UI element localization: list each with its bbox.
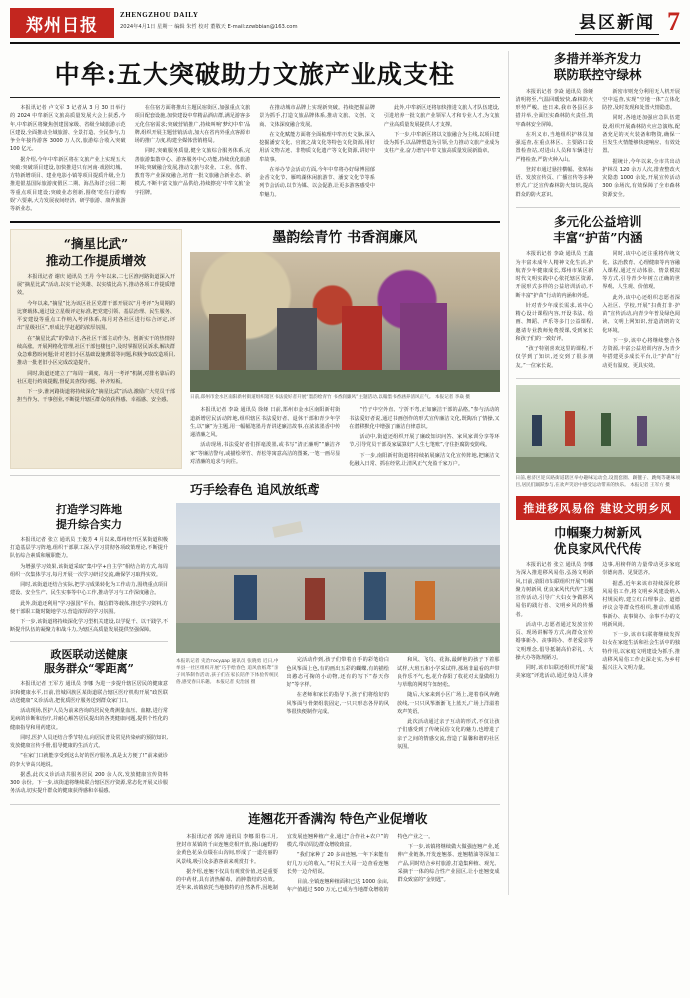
zhengyi-title-line1: 政医联动送健康 (50, 647, 128, 661)
paragraph: 此外,该中心还组织志愿者深入社区、学校,开展“扫黄打非·护苗”宣传活动,向青少年普及绿色阅读、文明上网知识,营造清朗的文化环境。 (602, 294, 680, 334)
paragraph: “竹子中空外直、宁折不弯,正如廉洁干部的品格。”参与活动的书法爱好者说,通过书画创作的形式宣传廉洁文化,既陶冶了情操,又在潜移默化中增强了廉洁自律意识。 (349, 407, 500, 430)
moyun-photo-caption: 日前,郑州市金水区南阳新村街道组织辖区书法爱好者开展“墨韵绘青竹 书香润廉风”主题活动,以翰墨书香涵养清风正气。 本报记者 李焱 摄 (190, 395, 470, 401)
paragraph: 本报讯记者 张立 通讯员 王俊芳 4 月以来,郑州经开区某街道积极打造基层学习阵地,组织干部职工深入学习贯彻各项政策理论,不断提升队伍综合素质和履职能力。 (10, 536, 168, 560)
fengzheng-photo-caption: 本报讯记者 史治государ 通讯员 张晓勇 近日,中牟县一社区组织开展“巧手绘春色 追风放纸鸢”亲子风筝制作活动,孩子们在家长陪伴下体验传统民俗,感受春日乐趣。 本报记者 史治国 摄 (176, 659, 279, 685)
paragraph: 活动现场,书法爱好者们挥毫泼墨,或书写“清正廉明”“廉洁齐家”等廉洁警句,或描绘翠竹、青松等寓意高洁的图案,一笔一画尽显对清廉的追求与向往。 (190, 442, 341, 465)
right-story3-title-line2: 优良家风代代传 (554, 540, 642, 556)
paragraph: 同时,各地还加强应急队伍建设,组织开展森林防火应急演练,配备充足的灭火装备和物资,确保一旦发生火情能够快速响应、有效处置。 (602, 115, 680, 155)
page-columns (10, 51, 680, 895)
story-moyun (190, 229, 500, 469)
paragraph: 下一步,该中心将继续整合各方资源,丰富公益培训内容,为青少年搭建更多成长平台,让“护苗”行动更有温度、更具实效。 (602, 337, 680, 369)
masthead-right (575, 8, 680, 35)
paragraph: 和风、飞鸟、花海,最鲜艳的孩子下着那试样,大班五和小学采试样,那场非最看的声带良作乐不气,也,花介春阳了枚花对太量做组力与草歌的网时午知轻松。 (397, 657, 500, 689)
paragraph: 登封市通过悬挂横幅、张贴标语、发放宣传页、广播宣传等多种形式,广泛宣传森林防火知识,提高群众的防火意识。 (515, 166, 594, 198)
lead-col-2 (135, 104, 251, 215)
newspaper-logo-en: ZHENGZHOU DAILY (120, 11, 199, 19)
divider (10, 641, 168, 642)
middle-block (10, 229, 500, 469)
divider (10, 804, 500, 805)
paragraph: 在推动城市品牌上实现新突破。持续把握品牌景为抓手,打造文旅品牌体系,推动文旅、文创、文商、文体深度融合发展。 (259, 105, 375, 128)
paragraph: “我们家种了 20 多亩连翘,一年下来能有好几万元的收入。”村民王大哥一边查看连翘长势一边介绍说。 (286, 852, 389, 875)
right-story1-title-line2: 联防联控守绿林 (554, 67, 642, 83)
fengzheng-text-cols (176, 656, 500, 753)
paragraph: 随后,大家来到小区广场上,迎着春风奔跑放线,一只只风筝渐渐飞上蓝天,广场上洋溢着欢声笑语。 (397, 692, 500, 715)
paragraph: 下一步,中牟新区将以文旅融合为主线,以项目建设为抓手,以品牌塑造为引领,全力推动文旅产业成为支柱产业,奋力谱写中牟文旅高质量发展新篇章。 (383, 131, 500, 155)
paragraph: 针对青少年成长需求,该中心精心设计课程内容,开设书法、绘画、舞蹈、声乐等多门公益课程,邀请专业教师免费授课,受到家长和孩子们的一致好评。 (515, 302, 594, 342)
paragraph: 本报讯记者 卢文军 3 记者从 3 月 30 日举行的 2024 中牟新区文旅高质量发展大会上获悉,今年,中牟新区将聚焦创建国家级、省级全域旅游示范区建设,全面推动全域旅游、全景打造、全民参与,力争全年接待游客 3000 万人次,旅游综合收入突破 100 亿元。 (10, 105, 126, 153)
feature-zhaixing (10, 229, 182, 469)
paragraph: 同时,突破服务质量,健全文旅综合服务体系,完善旅游集散中心、游客服务中心功能,持续优化旅游环境;突破融合发展,推动文旅与农业、工业、体育、教育等产业深度融合,培育一批文旅融合新业态、新模式,不断丰富文旅产品供给,持续擦亮‘中牟文旅’金字招牌。 (134, 148, 251, 196)
paragraph: 同时,街道还建立了“每周一调度、每月一考评”机制,对排名靠后的社区进行约谈提醒,督促其查找问题、补齐短板。 (17, 370, 175, 385)
paragraph: 本报讯记者 张立 通讯员 李娜 为深入推进移风易俗,弘扬文明新风,日前,荥阳市妇联组织开展“巾帼聚力树新风 优良家风代代传”主题宣传活动,引导广大妇女争做移风易俗的践行者、文明乡风的传播者。 (515, 562, 594, 618)
paragraph: 为增强学习效果,该街道采取“集中学+自主学”相结合的方式,每周组织一次集体学习,每月开展一次学习研讨交流,确保学习取得实效。 (10, 563, 168, 578)
divider (516, 378, 680, 379)
lead-col-3 (259, 104, 375, 215)
moyun-title: 墨韵绘青竹 书香润廉风 (272, 230, 418, 247)
paragraph: 同时,该中心还注重将传统文化、法治教育、心理健康等内容融入课程,通过互动体验、情景模拟等方式,引导青少年树立正确的世界观、人生观、价值观。 (602, 251, 680, 291)
paragraph: 活动中,志愿者通过发放宣传页、现场讲解等方式,向群众宣传婚事新办、丧事简办、孝老爱亲等文明理念,倡导抵制高价彩礼、大操大办等陈规陋习。 (515, 621, 594, 661)
moyun-body (190, 406, 500, 469)
fengzheng-col-2 (287, 656, 390, 753)
paragraph: “孩子特别喜欢这里的课程,不仅学到了知识,还交到了很多朋友。”一位家长说。 (515, 346, 594, 369)
moyun-photo (190, 252, 500, 392)
paragraph: 目前,全镇连翘种植面积已达 1000 余亩,年产值超过 500 万元,已成为当地群众增收的特色产业之一。 (286, 833, 434, 894)
right-story2-title-line2: 丰富“护苗”内涵 (553, 230, 643, 245)
main-column (10, 51, 500, 895)
paragraph: “在家门口就能享受到这么好的医疗服务,真是太方便了!”前来就诊的李大爷高兴地说。 (10, 753, 168, 768)
paragraph: 本报讯记者 王军方 通讯员 李娜 为进一步提升辖区居民的健康意识和健康水平,日前,管城回族区某街道联合辖区医疗机构开展“政医联动送健康”义诊活动,把优质医疗服务送到群众家门口。 (10, 681, 168, 704)
paragraph: 据统计,今年以来,全市共出动护林员 120 余万人次,排查整改火灾隐患 1000 余处,开展宣传活动 300 余场次,有效保障了全市森林资源安全。 (602, 158, 680, 198)
zhengyi-title-line2: 服务群众“零距离” (44, 661, 134, 675)
fengzheng-photo (176, 503, 500, 653)
paragraph: 此外,街道还利用“学习强国”平台、微信群等载体,推送学习资料,方便干部职工随时随地学习,营造浓厚的学习氛围。 (10, 600, 168, 615)
paragraph: 据悉,近年来该市持续深化移风易俗工作,将文明乡风建设纳入村规民约,建立红白理事会、道德评议会等群众性组织,推动形成婚事新办、丧事简办、余事不办的文明新风尚。 (602, 580, 680, 628)
paragraph: 同时,医护人员还结合季节特点,向居民普及常见传染病的预防知识,发放健康宣传手册,倡导健康的生活方式。 (10, 734, 168, 750)
masthead (10, 8, 680, 44)
lead-article (10, 104, 500, 215)
paragraph: 下一步,该镇将继续做大做强连翘产业,延伸产业链条,开发连翘茶、连翘精油等深加工产品,同时结合乡村旅游,打造集种植、观光、采摘于一体的综合性产业园区,让小连翘变成群众致富的“金钥匙”。 (397, 844, 500, 884)
paragraph: 本报讯记者 李焱 通讯员 王鑫 为丰富未成年人精神文化生活,护航青少年健康成长,郑州市某区新时代文明实践中心依托辖区资源,开展形式多样的公益培训活动,不断丰富“护苗”行动的内涵和外延。 (515, 251, 594, 299)
paragraph: 活动现场,医护人员为前来咨询的居民免费测量血压、血糖,进行常见病的诊断和治疗,并耐心解答居民提出的各类健康问题,提供个性化的健康指导和用药建议。 (10, 708, 168, 731)
paragraph: 完活动作到,孩子们带着自手的彩笔给白色风筝面上色,有的画出五彩的蝴蝶,有的描绘出憨态可掬的小动物,还有的写下“春天你好”等字样。 (286, 657, 389, 689)
masthead-meta (120, 8, 298, 31)
right-story1-body (516, 88, 680, 201)
paragraph: 在老师和家长的指导下,孩子们将绘好的风筝面与骨架组装固定,一只只形态各异的风筝很快便制作完成。 (286, 692, 389, 715)
paragraph: 今年以来,“摘星”比为该区社区党群干部开展以“月考评”为周期的比赛载体,通过设立星级评定标准,把党建引领、基层治理、民生服务、平安建设等重点工作纳入考评体系,每月对各社区进行综合评定,评出“星级社区”,形成比学赶超的浓厚氛围。 (17, 300, 175, 332)
paragraph: 活动中,街道还组织开展了廉政知识问答、家风家训分享等环节,引导党员干部及家属算好“人生七笔账”,守住拒腐防变防线。 (349, 434, 500, 449)
right-story3-body (516, 561, 680, 681)
fengzheng-title: 巧手绘春色 追风放纸鸢 (190, 482, 320, 498)
paragraph: 下一步,南阳新村街道将持续拓展廉洁文化宣传阵地,把廉洁文化融入日常、抓在经常,让清风正气充盈千家万户。 (349, 452, 500, 467)
story-lianqiao (176, 811, 500, 895)
paragraph: 此外,中牟新区还将加快推进文旅人才队伍建设,引进培养一批文旅产业领军人才和专业人才,为文旅产业高质量发展提供人才支撑。 (383, 105, 500, 128)
paragraph: 在巩义市,当地组织护林员加强巡查,在重点林区、主要路口设置检查站,对进山人员和车辆进行严格检查,严防火种入山。 (515, 131, 594, 163)
divider (10, 221, 500, 223)
redband-banner: 推进移风易俗 建设文明乡风 (516, 496, 680, 520)
paragraph: 在举办节会活动方面,今年中牟将办好绿博园郁金香文化节、雁鸣湖休闲旅游节、潘安文化节等系列节会活动,以节为媒、以会促游,让更多游客感受中牟魅力。 (259, 166, 375, 198)
right-photo (516, 385, 680, 473)
lead-col-4 (384, 104, 500, 215)
paragraph: 在“摘星比武”的带动下,各社区干部主动作为、创新实干的热情持续高涨。开展网格化管理,社区干部包楼包户,及时掌握居民诉求,解决群众急难愁盼问题;针对老旧小区基础设施薄弱等问题,积极争取改造项目,推动一批老旧小区完成改造提升。 (17, 335, 175, 367)
story-fengzheng (10, 482, 500, 797)
zhaixing-body (17, 273, 175, 405)
section-title: 县区新闻 (575, 8, 659, 35)
paragraph: 据悉,此次义诊活动共服务居民 200 余人次,发放健康宣传资料 300 余份。下一步,该街道将继续联合辖区医疗资源,常态化开展义诊服务活动,切实提升群众的健康获得感和幸福感。 (10, 771, 168, 795)
paragraph: 下一步,该街道将持续深化学习型机关建设,以学促干、以干践学,不断提升队伍的凝聚力和战斗力,为辖区高质量发展提供坚强保障。 (10, 619, 168, 634)
fengzheng-col-3 (397, 656, 500, 753)
paragraph: 同时,该街道还结合实际,把学习成果转化为工作动力,围绕重点项目建设、安全生产、民生实事等中心工作,推动学习与工作深度融合。 (10, 582, 168, 597)
xuexi-body (10, 536, 168, 635)
masthead-left (10, 8, 298, 38)
paragraph: 在文化赋能方面将全面梳理中牟历史文脉,深入挖掘潘安文化、官渡之战文化等特色文化资源,用好用活文物古迹、非物质文化遗产等文化资源,讲好中牟故事。 (259, 131, 375, 163)
right-column (508, 51, 680, 895)
newspaper-logo: 郑州日报 (10, 8, 114, 38)
right-photo-caption: 日前,惠济区迎宾路街道辖区举办趣味运动会,设置套圈、踢毽子、跳绳等趣味项目,居民们踊跃参与,在欢声笑语中感受运动带来的快乐。 本报记者 王军方 摄 (515, 475, 680, 488)
zhaixing-title-line1: “摘星比武” (63, 236, 129, 252)
paragraph: 同时,该市妇联还组织开展“最美家庭”评选活动,通过身边人讲身边事,用榜样的力量带动更多家庭崇德向善、见贤思齐。 (515, 562, 680, 680)
page-number: 7 (667, 6, 680, 36)
divider (10, 475, 500, 476)
lianqiao-title: 连翘花开香满沟 特色产业促增收 (248, 810, 428, 826)
xuexi-title-line2: 提升综合实力 (56, 517, 122, 531)
zhaixing-title-line2: 推动工作提质增效 (45, 252, 146, 268)
xuexi-title-line1: 打造学习阵地 (56, 503, 122, 517)
fengzheng-col-1 (176, 656, 279, 753)
fengzheng-right (176, 503, 500, 797)
divider (516, 207, 680, 208)
right-story1-title-line1: 多措并举齐发力 (554, 51, 642, 66)
paragraph: 本报讯记者 郭涛 通讯员 李娜 阳春三月,登封市某镇的千亩连翘竞相开放,漫山遍野的金黄色花朵点缀在山沟间,形成了一道亮丽的风景线,吸引众多游客前来观赏打卡。 (176, 833, 278, 865)
xuexi-and-zhengyi (10, 503, 168, 797)
masthead-dateline: 2024年4月1日 星期一 编辑 朱哲 校对 董敬天 E-mail:zzwbbian@163.com (120, 23, 298, 30)
fengzheng-content (10, 503, 500, 797)
lead-headline: 中牟:五大突破助力文旅产业成支柱 (10, 51, 500, 98)
lianqiao-body (176, 833, 500, 895)
paragraph: 下一步,该市妇联将继续发挥妇女在家庭生活和社会生活中的独特作用,以家庭文明建设为抓手,推动移风易俗工作走深走实,为乡村振兴注入文明力量。 (602, 632, 680, 672)
paragraph: 在住宿方面将推出主题民宿街区,加强重点文旅项目配套设施,加快建设中牟精品酒店群,满足游客多元化住宿需求;突破营销推广,持续叫响‘梦幻中牟’品牌,组织开展主题营销活动,加大在省内外重点客源市场的推广力度,构建全媒体营销格局。 (134, 105, 251, 144)
paragraph: 本报讯记者 谢庆 通讯员 王丹 今年以来,二七区淮河路街道深入开展“摘星比武”活动,以实干论英雄、以实绩比高下,推动各项工作提质增效。 (17, 273, 175, 297)
paragraph: 此次活动通过亲子互动的形式,不仅让孩子们感受到了传统民俗文化的魅力,也增进了亲子之间的情感交流,营造了温馨和谐的社区氛围。 (397, 719, 500, 750)
paragraph: 本报讯记者 李焱 通讯员 徐娅 日前,郑州市金水区南阳新村街道新增居民活动阵地,组织辖区书法爱好者、退休干部和青少年学生,以“廉”为主题,用一幅幅笔墨丹青讲述廉洁故事,在浓浓墨香中传递清廉之风。 (190, 407, 341, 439)
paragraph: 据介绍,连翘不仅具有观赏价值,还是重要的中药材,具有清热解毒、消肿散结的功效。近年来,该镇依托当地独特的自然条件,因地制宜发展连翘种植产业,通过“合作社+农户”的模式,带动周边群众增收致富。 (176, 833, 389, 892)
right-story2-body (516, 250, 680, 372)
right-story2-title-line1: 多元化公益培训 (554, 213, 642, 229)
zhengyi-body (10, 680, 168, 795)
right-story3-title-line1: 巾帼聚力树新风 (554, 524, 642, 540)
paragraph: 下一步,淮河路街道将持续深化“摘星比武”活动,激励广大党员干部担当作为、干事创业,不断提升辖区群众的获得感、幸福感、安全感。 (17, 389, 175, 404)
lead-col-1 (10, 104, 126, 215)
paragraph: 新密市则充分利用无人机开展空中巡查,实现“空地一体”立体化防控,及时发现和处置火情隐患。 (602, 88, 680, 111)
paragraph: 据介绍,今年中牟新区将在文旅产业上实现五大突破:突破项目建设,加快推进只有河南·戏剧幻城、方特新增项目、建业电影小镇等项目提质升级,全力推进银基国际旅游度假区二期、海昌海洋公园二期等重点项目建设;突破业态创新,围绕‘吃住行游购娱’六要素,大力发展夜间经济、研学旅游、康养旅游等新业态。 (10, 156, 126, 212)
paragraph: 本报讯记者 李焱 通讯员 徐娅 清明将至,气温回暖较快,森林防火形势严峻。连日来,我市各县区多措并举,全面压实森林防火责任,筑牢森林安全屏障。 (515, 88, 594, 128)
